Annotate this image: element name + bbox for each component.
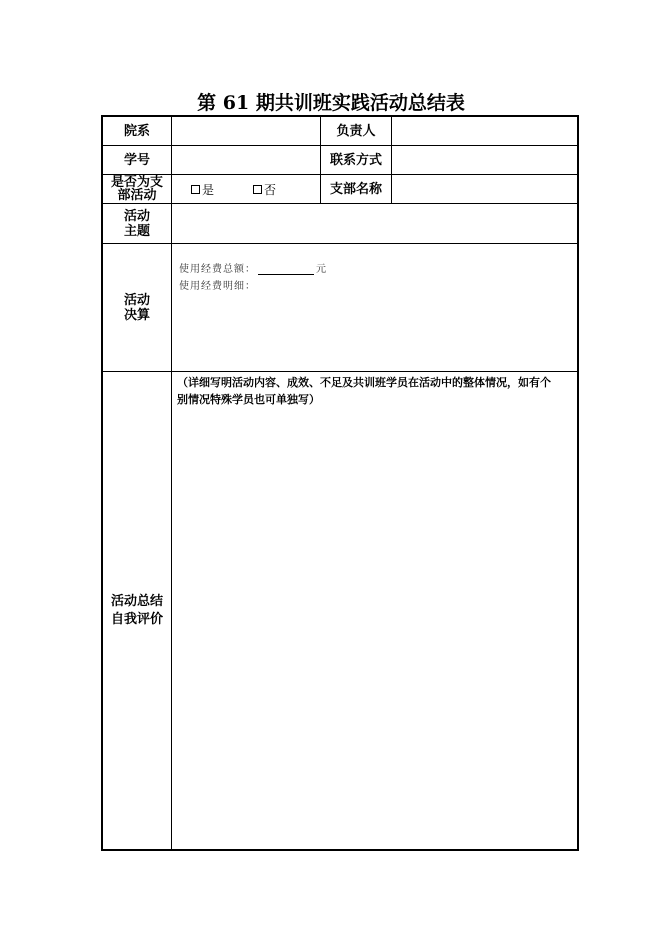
page-title: 第 61 期共训班实践活动总结表 — [197, 92, 465, 114]
yes-checkbox[interactable] — [191, 185, 200, 194]
summary-instructions-line1: （详细写明活动内容、成效、不足及共训班学员在活动中的整体情况，如有个 — [177, 376, 551, 389]
activity-topic-input[interactable] — [172, 204, 577, 243]
yes-option[interactable] — [191, 181, 214, 198]
activity-topic-line2: 主题 — [123, 223, 150, 239]
budget-total-unit: 元 — [316, 264, 327, 275]
branch-name-input[interactable] — [392, 175, 577, 203]
budget-total-label: 使用经费总额： — [179, 264, 256, 275]
leader-label: 负责人 — [336, 123, 376, 139]
summary-instructions — [177, 374, 575, 408]
activity-budget-label — [103, 244, 171, 371]
activity-budget-line1: 活动 — [123, 292, 150, 308]
budget-total-line — [179, 260, 327, 275]
activity-topic-label — [103, 204, 171, 243]
college-input[interactable] — [172, 117, 320, 145]
divider — [103, 371, 577, 372]
no-option[interactable] — [253, 181, 276, 198]
summary-label — [103, 372, 171, 849]
summary-label-line1: 活动总结 — [110, 593, 163, 609]
divider — [103, 243, 577, 244]
leader-input[interactable] — [392, 117, 577, 145]
student-id-label: 学号 — [123, 152, 150, 168]
budget-detail-label: 使用经费明细： — [179, 281, 256, 292]
summary-instructions-line2: 别情况特殊学员也可单独写） — [177, 393, 320, 406]
activity-topic-line1: 活动 — [123, 208, 150, 224]
summary-label-line2: 自我评价 — [110, 611, 163, 627]
branch-activity-label — [103, 175, 171, 203]
activity-budget-line2: 决算 — [123, 307, 150, 323]
no-checkbox[interactable] — [253, 185, 262, 194]
branch-activity-label-line1: 是否为支 — [110, 175, 163, 190]
college-label: 院系 — [123, 123, 150, 139]
contact-label: 联系方式 — [329, 152, 382, 168]
branch-name-label: 支部名称 — [329, 181, 382, 197]
summary-form — [101, 115, 579, 851]
contact-input[interactable] — [392, 146, 577, 174]
student-id-input[interactable] — [172, 146, 320, 174]
no-option-label: 否 — [264, 183, 277, 197]
summary-input-area[interactable] — [172, 412, 577, 849]
budget-total-input[interactable] — [258, 265, 314, 275]
yes-option-label: 是 — [202, 183, 215, 197]
budget-detail-line — [179, 277, 256, 292]
branch-activity-label-line2: 部活动 — [117, 188, 157, 203]
